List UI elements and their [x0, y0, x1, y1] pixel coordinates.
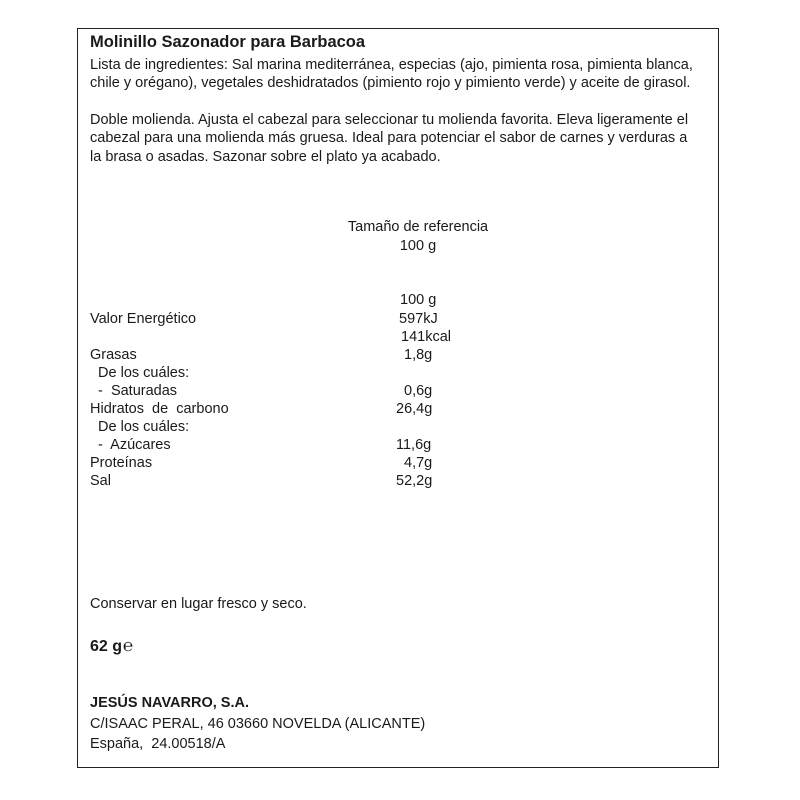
nutrition-row-value: 11,6g: [396, 437, 432, 453]
nutrition-row-value: 0,6g: [404, 383, 433, 399]
nutrition-column-header: 100 g: [400, 292, 437, 308]
nutrition-row-label: De los cuáles:: [90, 419, 190, 435]
product-title: Molinillo Sazonador para Barbacoa: [90, 33, 366, 51]
nutrition-row-value: 4,7g: [404, 455, 433, 471]
nutrition-row-value: 26,4g: [396, 401, 433, 417]
nutrition-row-value: 1,8g: [404, 347, 433, 363]
nutrition-row-label: - Saturadas: [90, 383, 178, 399]
nutrition-row-label: Sal: [90, 473, 111, 489]
net-weight-value: 62 g: [90, 638, 123, 655]
description-text: Doble molienda. Ajusta el cabezal para seleccionar tu molienda favorita. Eleva ligeramente el cabezal para una molienda más gruesa. Ideal para potenciar el sabor de carnes y verduras a la brasa o asadas. Sazonar sobre el plato ya acabado.: [90, 112, 689, 165]
ingredients-text: Lista de ingredientes: Sal marina mediterránea, especias (ajo, pimienta rosa, pimienta blanca, chile y orégano), vegetales deshidratados (pimiento rojo y pimiento verde) y aceite de girasol.: [90, 57, 693, 92]
reference-size-amount: 100 g: [399, 238, 437, 254]
company-registry: España, 24.00518/A: [90, 736, 226, 752]
nutrition-row-value: 52,2g: [396, 473, 433, 489]
nutrition-row-value: 141kcal: [401, 329, 451, 345]
company-name: JESÚS NAVARRO, S.A.: [90, 695, 249, 711]
nutrition-row-label: Hidratos de carbono: [90, 401, 229, 417]
nutrition-row-value: 597kJ: [399, 311, 438, 327]
nutrition-row-label: Grasas: [90, 347, 137, 363]
storage-text: Conservar en lugar fresco y seco.: [90, 596, 307, 612]
product-label-panel: [77, 28, 719, 768]
company-address: C/ISAAC PERAL, 46 03660 NOVELDA (ALICANTE): [90, 716, 426, 732]
reference-size-label: Tamaño de referencia: [347, 219, 489, 235]
estimated-sign-icon: ℮: [123, 636, 134, 655]
nutrition-row-label: Proteínas: [90, 455, 153, 471]
nutrition-row-label: - Azúcares: [90, 437, 171, 453]
nutrition-row-label: Valor Energético: [90, 311, 197, 327]
net-weight: [90, 637, 133, 656]
nutrition-row-label: De los cuáles:: [90, 365, 190, 381]
